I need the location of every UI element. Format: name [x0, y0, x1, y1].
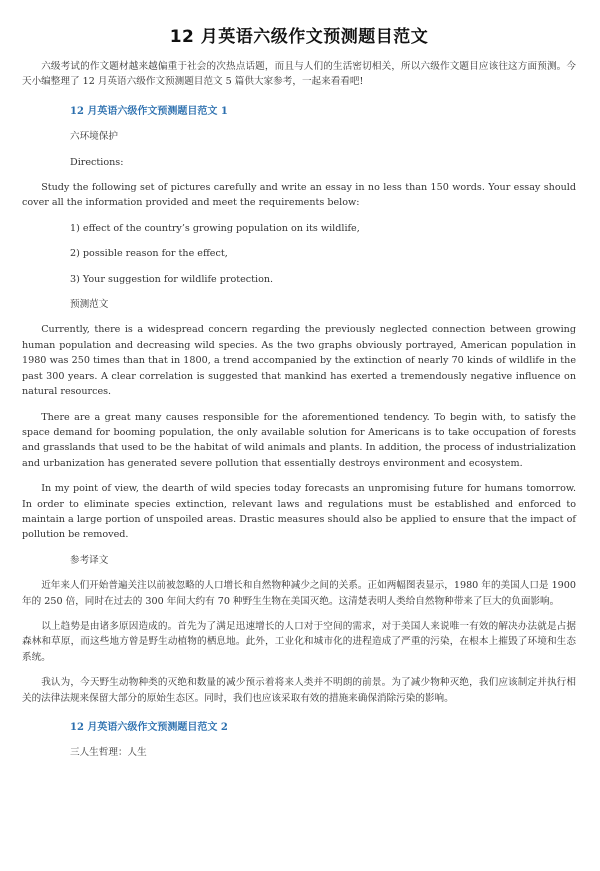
- translation-paragraph: 我认为，今天野生动物种类的灭绝和数量的减少预示着将来人类并不明朗的前景。为了减少物种灭绝，我们应该制定并执行相关的法律法规来保留大部分的原始生态区。同时，我们也应该采取有效的措施来确保消除污染的影响。: [22, 677, 576, 704]
- translation-paragraph: 近年来人们开始普遍关注以前被忽略的人口增长和自然物种减少之间的关系。正如两幅图表显示，1980 年的美国人口是 1900 年的 250 倍，同时在过去的 300 年间大约有 70 种野生生物在美国灭绝。这清楚表明人类给自然物种带来了巨大的负面影响。: [22, 580, 576, 607]
- directions-label: Directions:: [70, 156, 124, 168]
- translation-paragraph: 以上趋势是由诸多原因造成的。首先为了满足迅速增长的人口对于空间的需求，对于美国人来说唯一有效的解决办法就是占据森林和草原，而这些地方曾是野生动植物的栖息地。此外，工业化和城市化的进程造成了严重的污染，在根本上摧毁了环境和生态系统。: [22, 620, 576, 663]
- section-2-topic: 三人生哲理：人生: [70, 747, 147, 759]
- intro-paragraph: 六级考试的作文题材越来越偏重于社会的次热点话题，而且与人们的生活密切相关，所以六级作文题目应该往这方面预测。今天小编整理了 12 月英语六级作文预测题目范文 5 篇供大家参考，一起来看看吧!: [22, 61, 576, 88]
- document-page: [0, 22, 600, 871]
- requirement-point: 1) effect of the country’s growing population on its wildlife,: [70, 222, 360, 234]
- requirement-point: 2) possible reason for the effect,: [70, 248, 228, 260]
- page-title: 12 月英语六级作文预测题目范文: [169, 27, 429, 47]
- section-2-heading: 12 月英语六级作文预测题目范文 2: [70, 722, 228, 733]
- section-1-heading: 12 月英语六级作文预测题目范文 1: [70, 105, 228, 117]
- essay-paragraph: In my point of view, the dearth of wild species today forecasts an unpromising future for humans tomorrow. In order to eliminate species extinction, relevant laws and regulations must be established and enforced to maintain a large portion of unspoiled areas. Drastic measures should also be applied to ensure that the impact of pollution be removed.: [22, 483, 576, 541]
- section-1-topic: 六环境保护: [70, 131, 118, 143]
- directions-text: Study the following set of pictures carefully and write an essay in no less than 150 words. Your essay should cover all the information provided and meet the requirements below:: [22, 182, 576, 209]
- sample-essay-label: 预测范文: [70, 299, 109, 311]
- essay-paragraph: There are a great many causes responsible for the aforementioned tendency. To begin with, to satisfy the space demand for booming population, the only available solution for Americans is to take occupation of forests and grasslands that used to be the habitat of wild animals and plants. In addition, the process of industrialization and urbanization has generated severe pollution that essentially destroys environment and ecosystem.: [22, 411, 576, 469]
- translation-label: 参考译文: [70, 554, 109, 566]
- requirement-point: 3) Your suggestion for wildlife protection.: [70, 273, 274, 285]
- essay-paragraph: Currently, there is a widespread concern regarding the previously neglected connection between growing human population and decreasing wild species. As the two graphs obviously portrayed, American population in 1980 was 250 times than that in 1800, a trend accompanied by the extinction of nearly 70 kinds of wildlife in the past 300 years. A clear correlation is suggested that mankind has exerted a tremendously negative influence on natural resources.: [22, 324, 576, 398]
